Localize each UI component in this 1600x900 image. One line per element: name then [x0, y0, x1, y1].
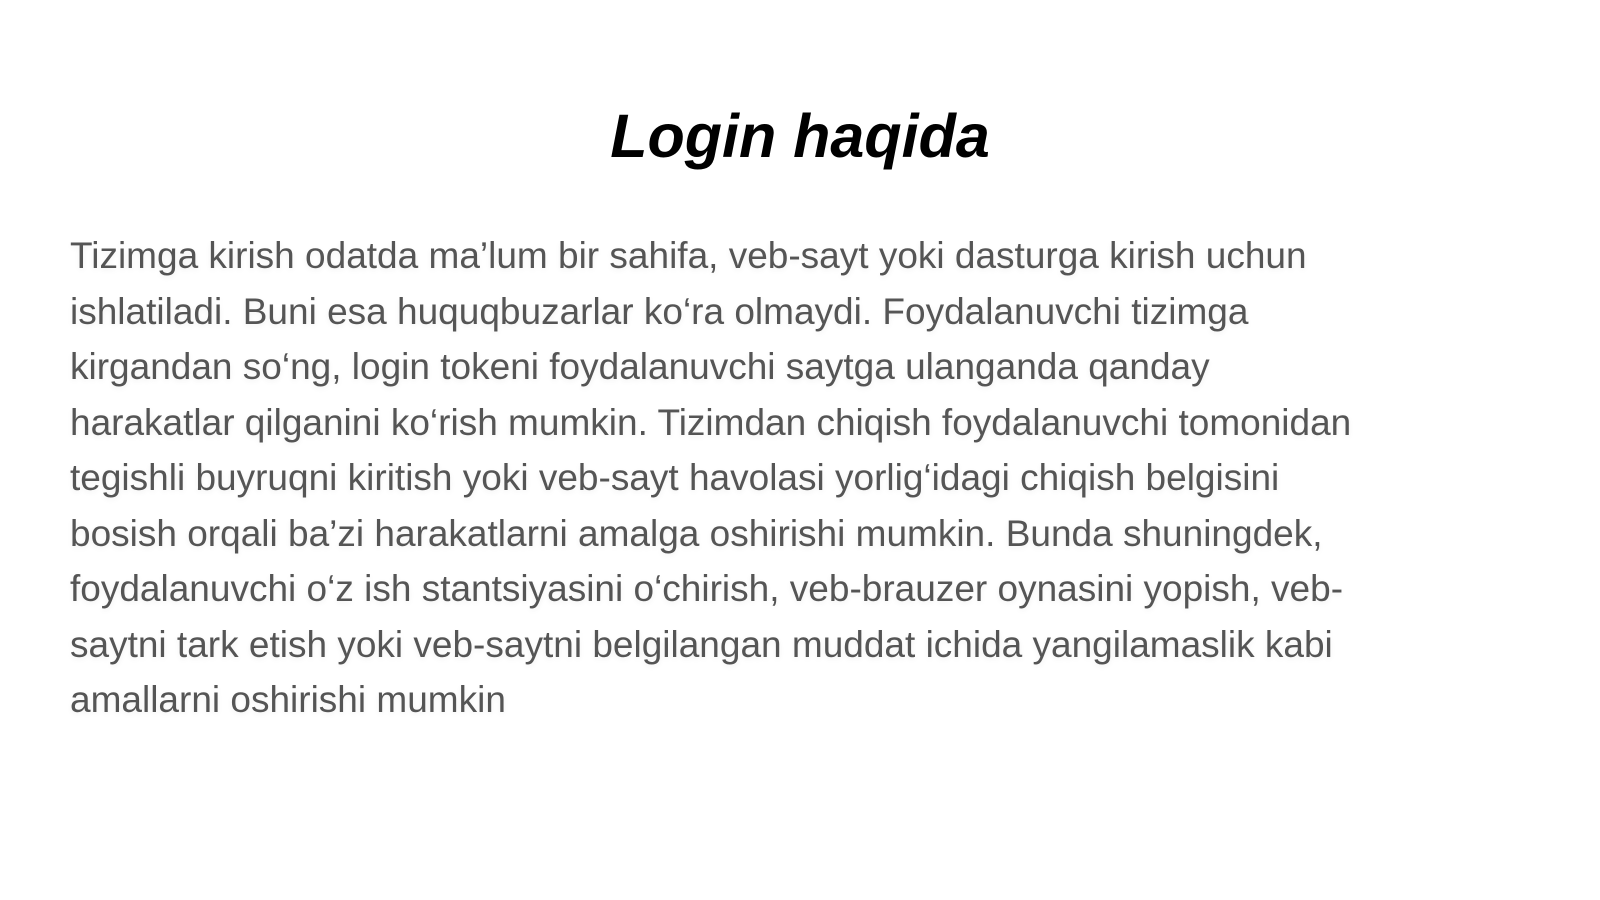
slide-title: Login haqida — [610, 102, 990, 170]
slide-body-text: Tizimga kirish odatda ma’lum bir sahifa, veb-sayt yoki dasturga kirish uchun ishlatiladi. Buni esa huquqbuzarlar ko‘ra olmaydi. Foydalanuvchi tizimga kirgandan so‘ng, login tokeni foydalanuvchi saytga ulanganda qanday harakatlar qilganini ko‘rish mumkin. Tizimdan chiqish foydalanuvchi tomonidan tegishli buyruqni kiritish yoki veb-sayt havolasi yorlig‘idagi chiqish belgisini bosish orqali ba’zi harakatlarni amalga oshirishi mumkin. Bunda shuningdek, foydalanuvchi o‘z ish stantsiyasini o‘chirish, veb-brauzer oynasini yopish, veb-saytni tark etish yoki veb-saytni belgilangan muddat ichida yangilamaslik kabi amallarni oshirishi mumkin — [70, 235, 1352, 720]
